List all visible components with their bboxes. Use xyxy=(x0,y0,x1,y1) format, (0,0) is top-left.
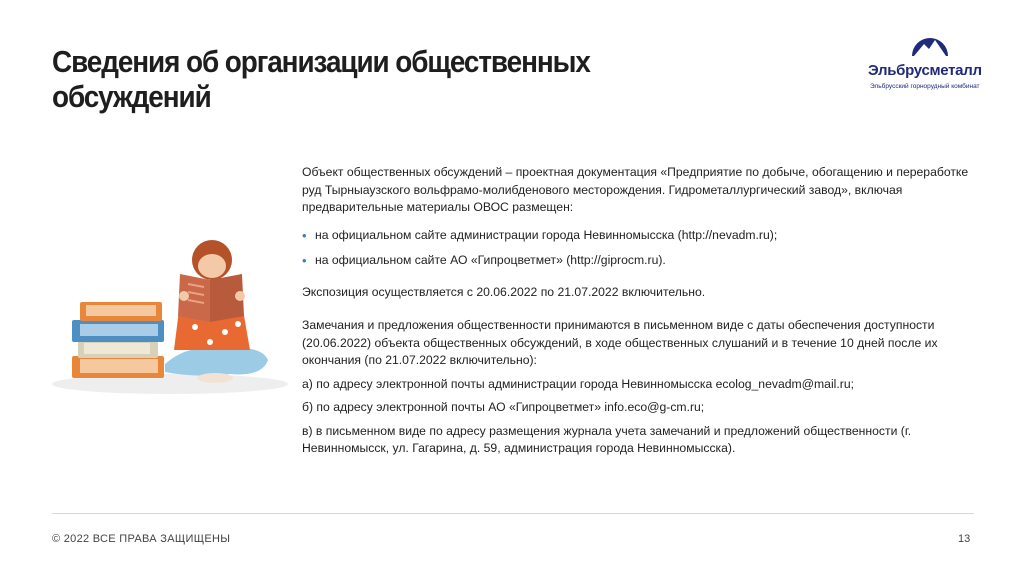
main-content xyxy=(302,164,982,464)
bullet-dot-icon: • xyxy=(302,253,307,268)
remark-item-a: а) по адресу электронной почты администрации города Невинномысска ecolog_nevadm@mail.ru; xyxy=(302,376,854,391)
page-number: 13 xyxy=(958,533,971,545)
remarks-paragraph: Замечания и предложения общественности принимаются в письменном виде с даты обеспечения доступности (20.06.2022) объекта общественных обсуждений, в ходе общественных слушаний и в течение 10 дней после их окончания (по 21.07.2022 включительно): xyxy=(302,318,938,367)
bullet-text: на официальном сайте администрации города Невинномысска (http://nevadm.ru); xyxy=(315,227,778,242)
intro-paragraph: Объект общественных обсуждений – проектная документация «Предприятие по добыче, обогащению и переработке руд Тырныаузского вольфрамо-молибденового месторождения. Гидрометаллургический завод», включая предварительные материалы ОВОС размещен: xyxy=(302,165,969,214)
remark-item-c: в) в письменном виде по адресу размещения журнала учета замечаний и предложений общественности (г. Невинномысск, ул. Гагарина, д. 59, администрация города Невинномысска). xyxy=(302,423,912,455)
reading-girl-illustration xyxy=(50,232,290,397)
logo-subtitle: Эльбрусский горнорудный комбинат xyxy=(870,83,980,90)
logo-name: Эльбрусметалл xyxy=(868,62,982,79)
exposition-paragraph: Экспозиция осуществляется с 20.06.2022 по 21.07.2022 включительно. xyxy=(302,284,706,299)
copyright-text: © 2022 ВСЕ ПРАВА ЗАЩИЩЕНЫ xyxy=(52,533,231,545)
company-logo xyxy=(862,22,1002,102)
page-title: Сведения об организации общественных обсуждений xyxy=(52,44,590,114)
mountain-logo-icon xyxy=(910,22,950,58)
remark-item-b: б) по адресу электронной почты АО «Гипроцветмет» info.eco@g-cm.ru; xyxy=(302,400,705,414)
bullet-item-nevadm xyxy=(302,227,982,245)
bullet-dot-icon: • xyxy=(302,227,307,243)
footer-divider xyxy=(52,513,974,514)
bullet-text: на официальном сайте АО «Гипроцветмет» (http://giprocm.ru). xyxy=(315,253,666,267)
bullet-item-giprocm xyxy=(302,252,982,270)
